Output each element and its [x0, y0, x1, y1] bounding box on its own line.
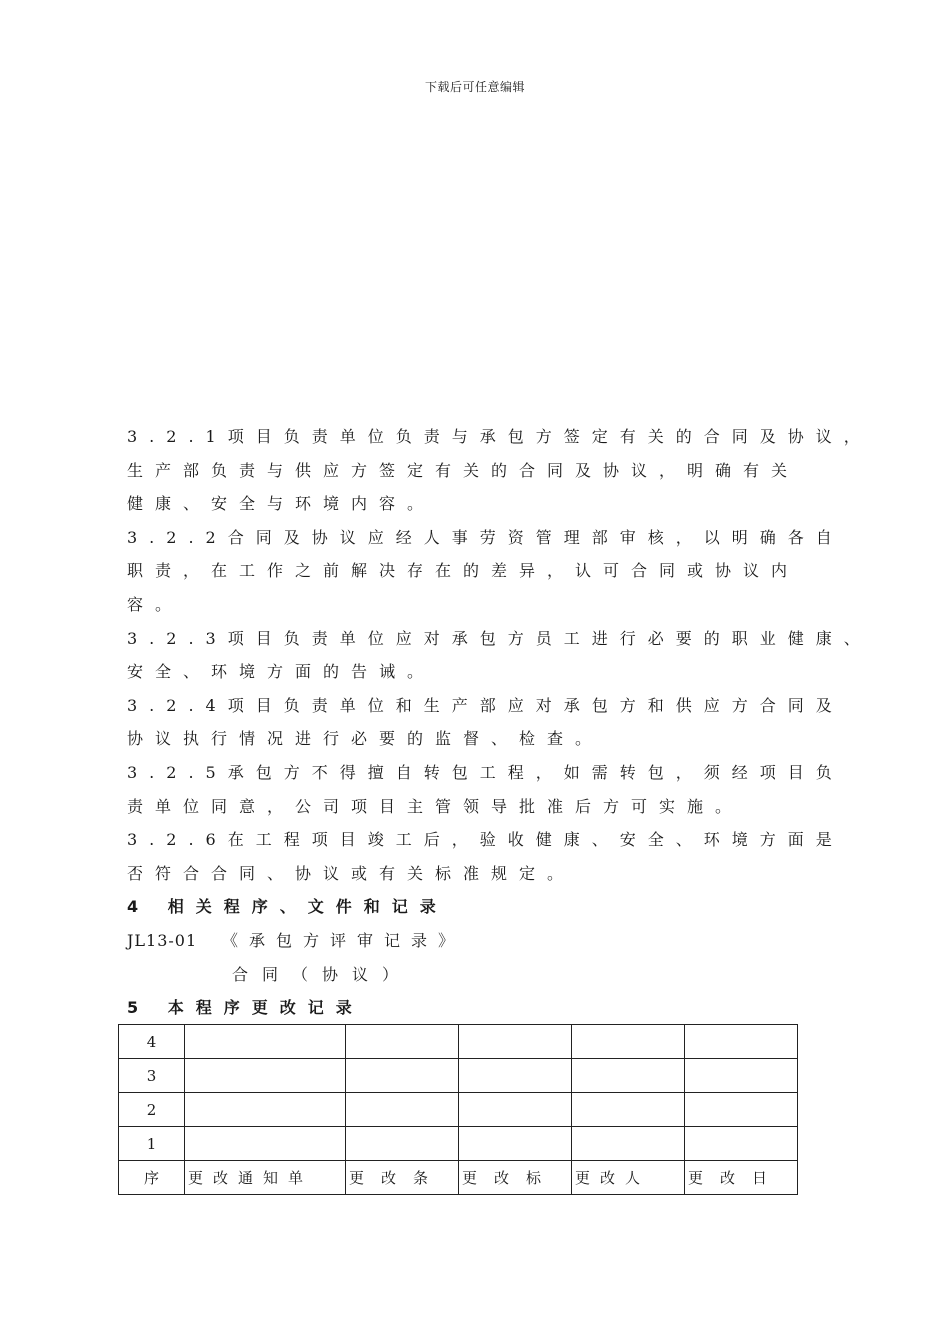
- table-cell: [346, 1127, 459, 1161]
- header-cell-mark: 更改标: [459, 1161, 572, 1195]
- table-row: [119, 1127, 798, 1161]
- text-line: 容。: [127, 594, 184, 614]
- table-row: [119, 1059, 798, 1093]
- table-cell: [685, 1093, 798, 1127]
- table-cell: [685, 1127, 798, 1161]
- header-cell-clause: 更改条: [346, 1161, 459, 1195]
- table-row: [119, 1093, 798, 1127]
- record-subtitle: 合同（协议）: [232, 964, 413, 984]
- record-subtitle-line: [127, 958, 867, 992]
- section-4-heading: 4 相关程序、文件和记录: [127, 897, 448, 917]
- text-line: 3.2.5承包方不得擅自转包工程，如需转包，须经项目负: [127, 762, 844, 782]
- table-cell: [459, 1093, 572, 1127]
- paragraph-3-2-3: [127, 622, 872, 689]
- section-5-heading: 5 本程序更改记录: [127, 998, 364, 1018]
- table-header-row: [119, 1161, 798, 1195]
- table-cell: [185, 1093, 346, 1127]
- text-line: 3.2.1项目负责单位负责与承包方签定有关的合同及协议，: [127, 427, 872, 446]
- header-cell-notice: 更改通知单: [185, 1161, 346, 1195]
- text-line: 3.2.3项目负责单位应对承包方员工进行必要的职业健康、: [127, 628, 872, 648]
- row-number: 2: [119, 1093, 185, 1127]
- change-record-table: [118, 1024, 798, 1195]
- text-line: 生产部负责与供应方签定有关的合同及协议，明确有关: [127, 460, 800, 480]
- text-line: 责单位同意，公司项目主管领导批准后方可实施。: [127, 796, 744, 816]
- row-number: 1: [119, 1127, 185, 1161]
- record-title: 《承包方评审记录》: [222, 930, 466, 950]
- header-note: 下载后可任意编辑: [424, 80, 525, 94]
- row-number: 3: [119, 1059, 185, 1093]
- table-cell: [346, 1059, 459, 1093]
- table-cell: [185, 1059, 346, 1093]
- header-cell-date: 更改日: [685, 1161, 798, 1195]
- record-reference: [127, 924, 867, 958]
- table-cell: [346, 1093, 459, 1127]
- table-cell: [572, 1025, 685, 1059]
- table-cell: [185, 1025, 346, 1059]
- header-cell-seq: 序: [119, 1161, 185, 1195]
- text-line: 职责，在工作之前解决存在的差异，认可合同或协议内: [127, 561, 800, 581]
- paragraph-3-2-1: [127, 420, 872, 521]
- row-number: 4: [119, 1025, 185, 1059]
- paragraph-3-2-2: [127, 521, 867, 622]
- text-line: 协议执行情况进行必要的监督、检查。: [127, 729, 604, 749]
- table-cell: [572, 1093, 685, 1127]
- record-code: JL13-01: [127, 930, 198, 950]
- header-cell-person: 更改人: [572, 1161, 685, 1195]
- paragraph-3-2-5: [127, 756, 867, 823]
- document-body: [127, 420, 872, 1025]
- table-row: [119, 1025, 798, 1059]
- text-line: 3.2.4项目负责单位和生产部应对承包方和供应方合同及: [127, 695, 844, 715]
- table-cell: [685, 1025, 798, 1059]
- table-cell: [685, 1059, 798, 1093]
- table-cell: [185, 1127, 346, 1161]
- text-line: 健康、安全与环境内容。: [127, 494, 436, 514]
- paragraph-3-2-6: [127, 823, 867, 890]
- paragraph-3-2-4: [127, 689, 867, 756]
- table-cell: [459, 1025, 572, 1059]
- table-cell: [459, 1127, 572, 1161]
- text-line: 3.2.2合同及协议应经人事劳资管理部审核，以明确各自: [127, 527, 844, 547]
- text-line: 否符合合同、协议或有关标准规定。: [127, 863, 576, 883]
- table-cell: [459, 1059, 572, 1093]
- text-line: 3.2.6在工程项目竣工后，验收健康、安全、环境方面是: [127, 830, 844, 850]
- text-line: 安全、环境方面的告诫。: [127, 662, 436, 682]
- table-cell: [346, 1025, 459, 1059]
- table-cell: [572, 1127, 685, 1161]
- table-cell: [572, 1059, 685, 1093]
